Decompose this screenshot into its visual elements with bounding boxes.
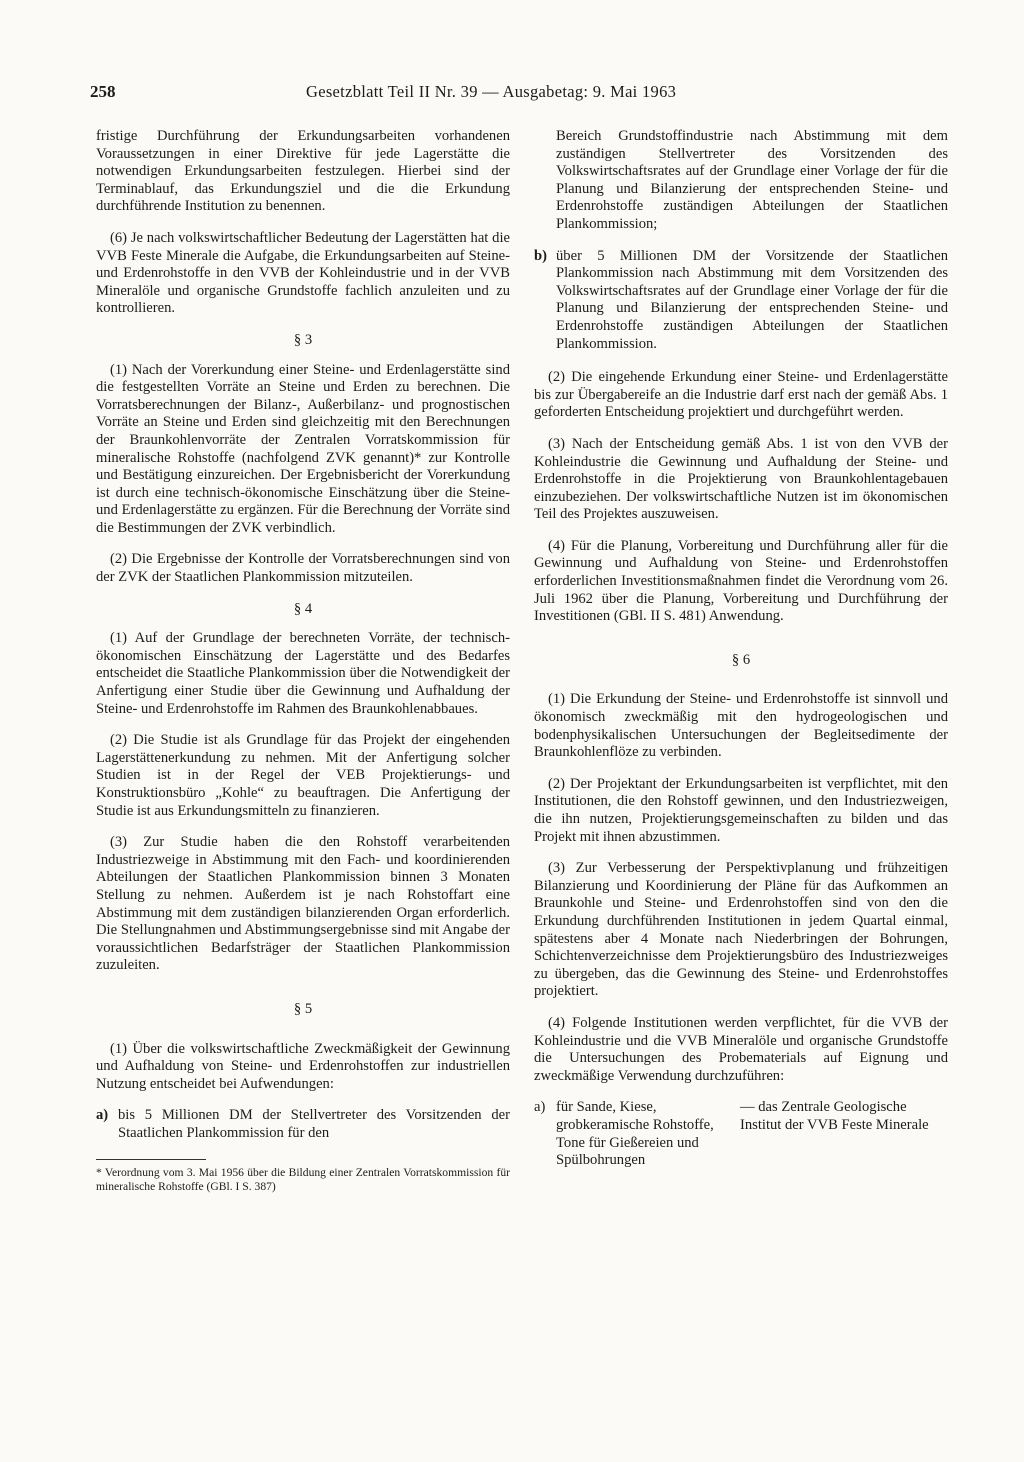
section-heading-3: § 3 [293,331,313,348]
page-number: 258 [90,82,116,101]
paragraph-6: (6) Je nach volkswirtschaftlicher Bedeutung der Lagerstätten hat die VVB Feste Minerale die Aufgabe, die Erkundungsarbeiten auf Steine- und Erdenrohstoffe in den VVB der Kohleindustrie und in der VVB Mineralöle und organische Grundstoffe fachlich anzuleiten und zu kontrollieren. [96,229,510,317]
institution-label: a) [534,1099,546,1116]
list-item-b [534,248,948,354]
section-4-para-1: (1) Auf der Grundlage der berechneten Vorräte, der technisch-ökonomischen Einschätzung der Lagerstätte und des Bedarfes entscheidet die Staatliche Plankommission über die Notwendigkeit der Anfertigung einer Studie über die Gewinnung und Aufhaldung der Steine- und Erdenrohstoffe im Rahmen des Braunkohlenabbaues. [96,630,510,717]
section-5-para-3: (3) Nach der Entscheidung gemäß Abs. 1 ist von den VVB der Kohleindustrie die Gewinnung und Aufhaldung der Steine- und Erdenrohstoffe in die Projektierung von Braunkohlentagebauen einzubeziehen. Der volkswirtschaftliche Nutzen ist im ökonomischen Teil des Projektes auszuweisen. [534,435,948,523]
section-5-para-4: (4) Für die Planung, Vorbereitung und Durchführung aller für die Gewinnung und Aufhaldung von Steine- und Erdenrohstoffen erforderlichen Investitionsmaßnahmen findet die Verordnung vom 26. Juli 1962 über die Planung, Vorbereitung und Durchführung der Investitionen (GBl. II S. 481) Anwendung. [534,537,948,625]
section-3-para-2: (2) Die Ergebnisse der Kontrolle der Vorratsberechnungen sind von der ZVK der Staatlichen Plankommission mitzuteilen. [96,551,510,586]
section-5-para-1: (1) Über die volkswirtschaftliche Zweckmäßigkeit der Gewinnung und Aufhaldung von Steine- und Erdenrohstoffen zur industriellen Nutzung entscheidet bei Aufwendungen: [96,1040,510,1092]
institution-list-item [534,1099,948,1169]
section-6-para-1: (1) Die Erkundung der Steine- und Erdenrohstoffe ist sinnvoll und ökonomisch zweckmäßig mit den hydrogeologischen und bodenphysikalischen Untersuchungen der Begleitsedimente der Braunkohlenflöze zu verbinden. [534,691,948,761]
section-6-para-4: (4) Folgende Institutionen werden verpflichtet, für die VVB der Kohleindustrie und die VVB Mineralöle und organische Grundstoffe die Untersuchungen des Probematerials auf Eignung und zweckmäßige Verwendung durchzuführen: [534,1014,948,1084]
list-item-a-continued: Bereich Grundstoffindustrie nach Abstimmung mit dem zuständigen Stellvertreter des Vorsitzenden des Volkswirtschaftsrates auf der Grundlage einer Vorlage der für die Planung und Bilanzierung der entsprechenden Steine- und Erdenrohstoffe zuständigen Abteilungen der Staatlichen Plankommission; [556,128,948,232]
list-item-a-text: bis 5 Millionen DM der Stellvertreter des Vorsitzenden der Staatlichen Plankommission für den [118,1107,510,1141]
right-column [534,128,948,1170]
footnote: * Verordnung vom 3. Mai 1956 über die Bildung einer Zentralen Vorratskommission für mineralische Rohstoffe (GBl. I S. 387) [96,1165,510,1193]
section-6-para-2: (2) Der Projektant der Erkundungsarbeiten ist verpflichtet, mit den Institutionen, die den Rohstoff gewinnen, und den Industriezweigen, die ihn nutzen, Projektierungsgemeinschaften zu bilden und das Projekt mit ihnen abzustimmen. [534,775,948,845]
section-heading-5: § 5 [293,1000,313,1017]
list-item-a-label: a) [96,1107,109,1124]
page-header [90,82,936,106]
section-5-para-2: (2) Die eingehende Erkundung einer Steine- und Erdenlagerstätte bis zur Übergabereife an die Industrie darf erst nach der gemäß Abs. 1 geforderten Entscheidung projektiert und durchgeführt werden. [534,369,948,421]
section-3-para-1: (1) Nach der Vorerkundung einer Steine- und Erdenlagerstätte sind die festgestellten Vorräte an Steine und Erden zu berechnen. Die Vorratsberechnungen der Bilanz-, Außerbilanz- und prognostischen Vorräte an Steine und Erden sind gleichzeitig mit den Berechnungen der Braunkohlenvorräte der Zentralen Vorratskommission für mineralische Rohstoffe (nachfolgend ZVK genannt)* zur Kontrolle und Bestätigung einzureichen. Der Ergebnisbericht der Vorerkundung ist durch eine technisch-ökonomische Einschätzung über die Steine- und Erdenlagerstätte zu ergänzen. Für die Berechnung der Vorräte sind die Bestimmungen der ZVK verbindlich. [96,361,510,536]
list-item-a [96,1107,510,1142]
list-item-b-label: b) [534,247,547,264]
section-4-para-3: (3) Zur Studie haben die den Rohstoff verarbeitenden Industriezweige in Abstimmung mit den Fach- und koordinierenden Abteilungen der Staatlichen Plankommission binnen 3 Monaten Stellung zu nehmen. Außerdem ist je nach Rohstoffart eine Abstimmung mit dem zuständigen bilanzierenden Organ erforderlich. Die Stellungnahmen und Abstimmungsergebnisse sind mit Angabe der voraussichtlichen Bedarfsträger der Staatlichen Plankommission zuzuleiten. [96,834,510,974]
running-title: Gesetzblatt Teil II Nr. 39 — Ausgabetag: 9. Mai 1963 [306,82,677,101]
continued-paragraph: fristige Durchführung der Erkundungsarbeiten vorhandenen Voraussetzungen in einer Direktive für jede Lagerstätte die notwendigen Erkundungsarbeiten festzulegen. Hierbei sind der Terminablauf, das Erkundungsziel und die die Erkundung durchführende Institution zu benennen. [96,128,510,215]
footnote-divider [96,1159,206,1160]
institution-materials: für Sande, Kiese, grobkeramische Rohstoffe, Tone für Gießereien und Spülbohrungen [556,1099,714,1169]
section-4-para-2: (2) Die Studie ist als Grundlage für das Projekt der eingehenden Lagerstättenerkundung zu nehmen. Mit der Anfertigung solcher Studien ist in der Regel der VEB Projektierungs- und Konstruktionsbüro „Kohle“ zu beauftragen. Die Anfertigung der Studie ist aus Erkundungsmitteln zu finanzieren. [96,732,510,819]
left-column [96,128,510,1194]
section-heading-4: § 4 [293,600,313,617]
section-heading-6: § 6 [731,651,751,668]
section-6-para-3: (3) Zur Verbesserung der Perspektivplanung und frühzeitigen Bilanzierung und Koordinierung der Pläne für das Aufkommen an Braunkohle und Steine- und Erdenrohstoffen sind von den die Erkundung durchführenden Institutionen in jedem Quartal einmal, spätestens aber 4 Monate nach Niederbringen der Bohrungen, Schichtenverzeichnisse dem Projektierungsbüro des Industriezweiges zu übergeben, das die Gewinnung des Steine- und Erdenrohstoffes projektiert. [534,860,948,1000]
list-item-b-text: über 5 Millionen DM der Vorsitzende der Staatlichen Plankommission nach Abstimmung mit dem Vorsitzenden des Volkswirtschaftsrates auf der Grundlage einer Vorlage der für die Planung und Bilanzierung der entsprechenden Steine- und Erdenrohstoffe zuständigen Abteilungen der Staatlichen Plankommission. [556,247,948,352]
institution-name: — das Zentrale Geologische Institut der VVB Feste Minerale [740,1099,929,1133]
